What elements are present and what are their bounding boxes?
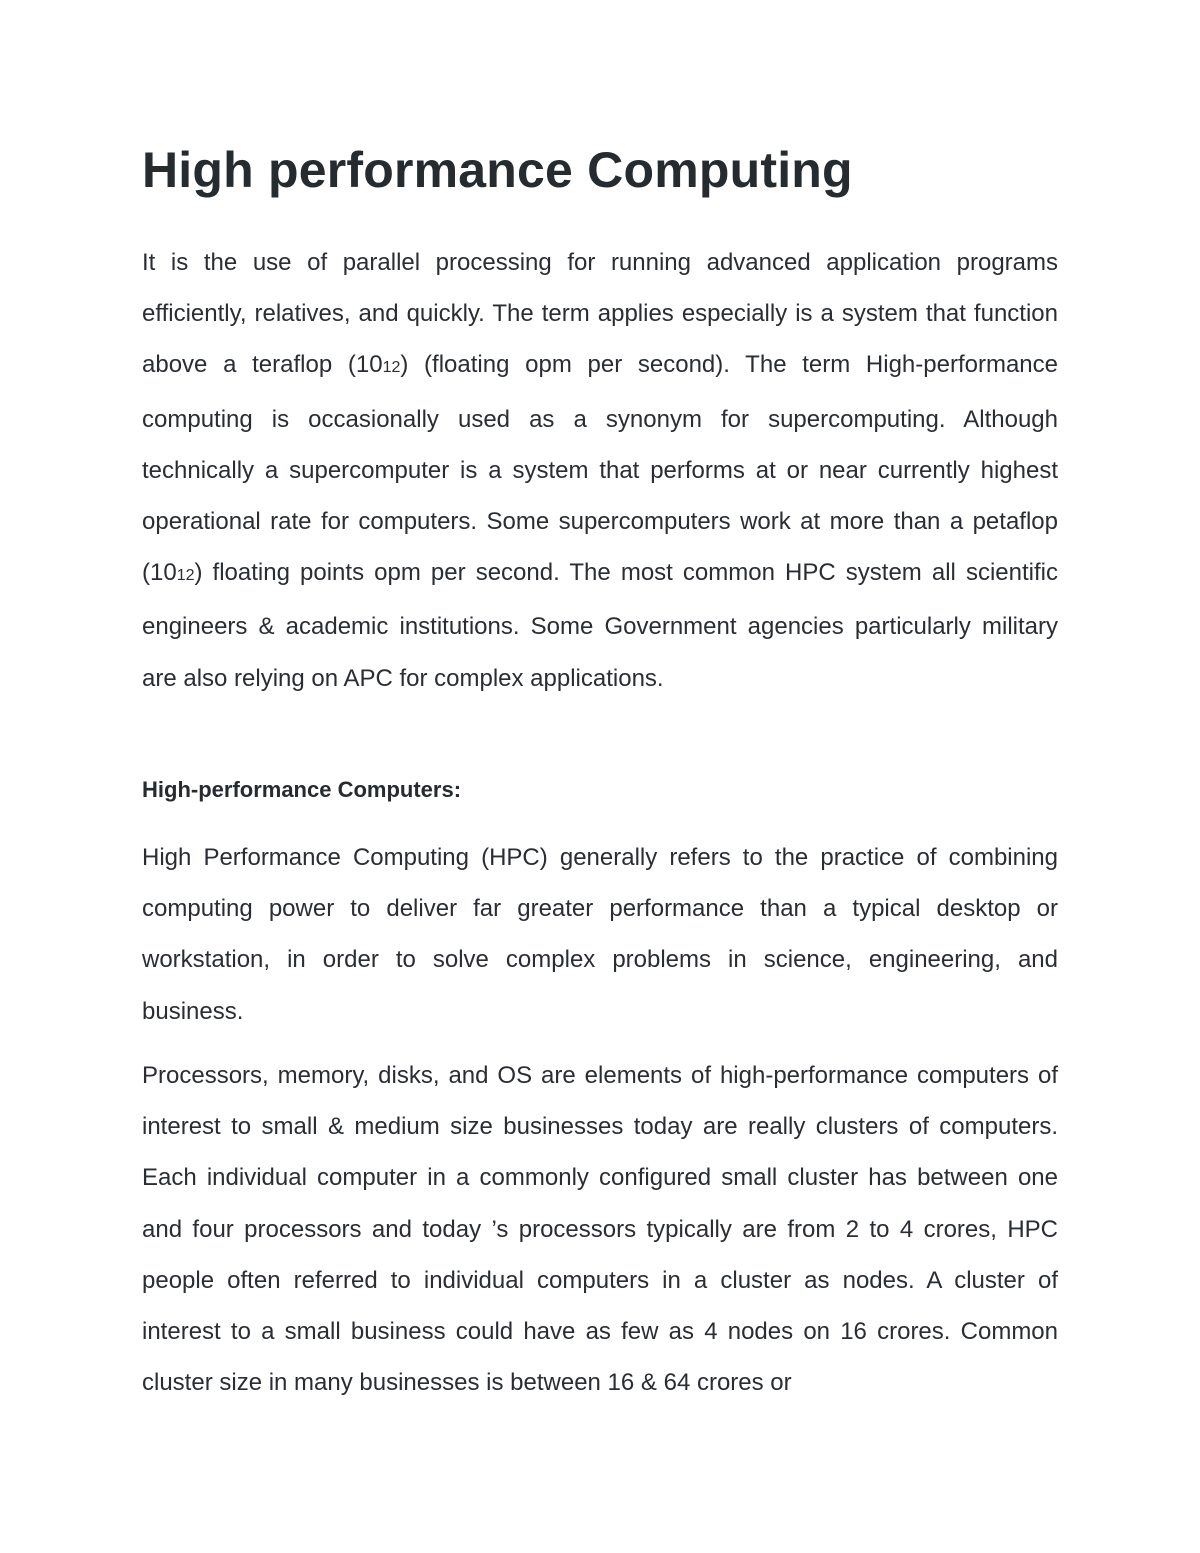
hpc-definition-paragraph: High Performance Computing (HPC) generally refers to the practice of combining computing power to deliver far greater performance than a typical desktop or workstation, in order to solve complex problems in science, engineering, and business. bbox=[142, 844, 1058, 1025]
cluster-paragraph: Processors, memory, disks, and OS are elements of high-performance computers of interest to small & medium size businesses today are really clusters of computers. Each individual computer in a commonly configured small cluster has between one and four processors and today ’s processors typically are from 2 to 4 crores, HPC people often referred to individual computers in a cluster as nodes. A cluster of interest to a small business could have as few as 4 nodes on 16 crores. Common cluster size in many businesses is between 16 & 64 crores or bbox=[142, 1062, 1058, 1397]
intro-text-part-2: ) (floating opm per second). The term High-performance computing is occasionally used as a synonym for supercomputing. Although technically a supercomputer is a system that performs at or near currently highest operational rate for computers. Some supercomputers work at more than a petaflop (10 bbox=[142, 351, 1059, 587]
exponent-teraflop: 12 bbox=[382, 359, 401, 377]
intro-paragraph bbox=[142, 237, 1058, 704]
exponent-petaflop: 12 bbox=[176, 567, 195, 585]
intro-text-part-3: ) floating points opm per second. The most common HPC system all scientific engineers & academic institutions. Some Government agencies particularly military are also relying on APC for complex applications. bbox=[142, 559, 1058, 692]
page-title: High performance Computing bbox=[142, 142, 853, 198]
intro-text-part-1: It is the use of parallel processing for running advanced application programs efficiently, relatives, and quickly. The term applies especially is a system that function above a teraflop (10 bbox=[142, 249, 1058, 379]
section-heading: High-performance Computers: bbox=[142, 777, 462, 802]
